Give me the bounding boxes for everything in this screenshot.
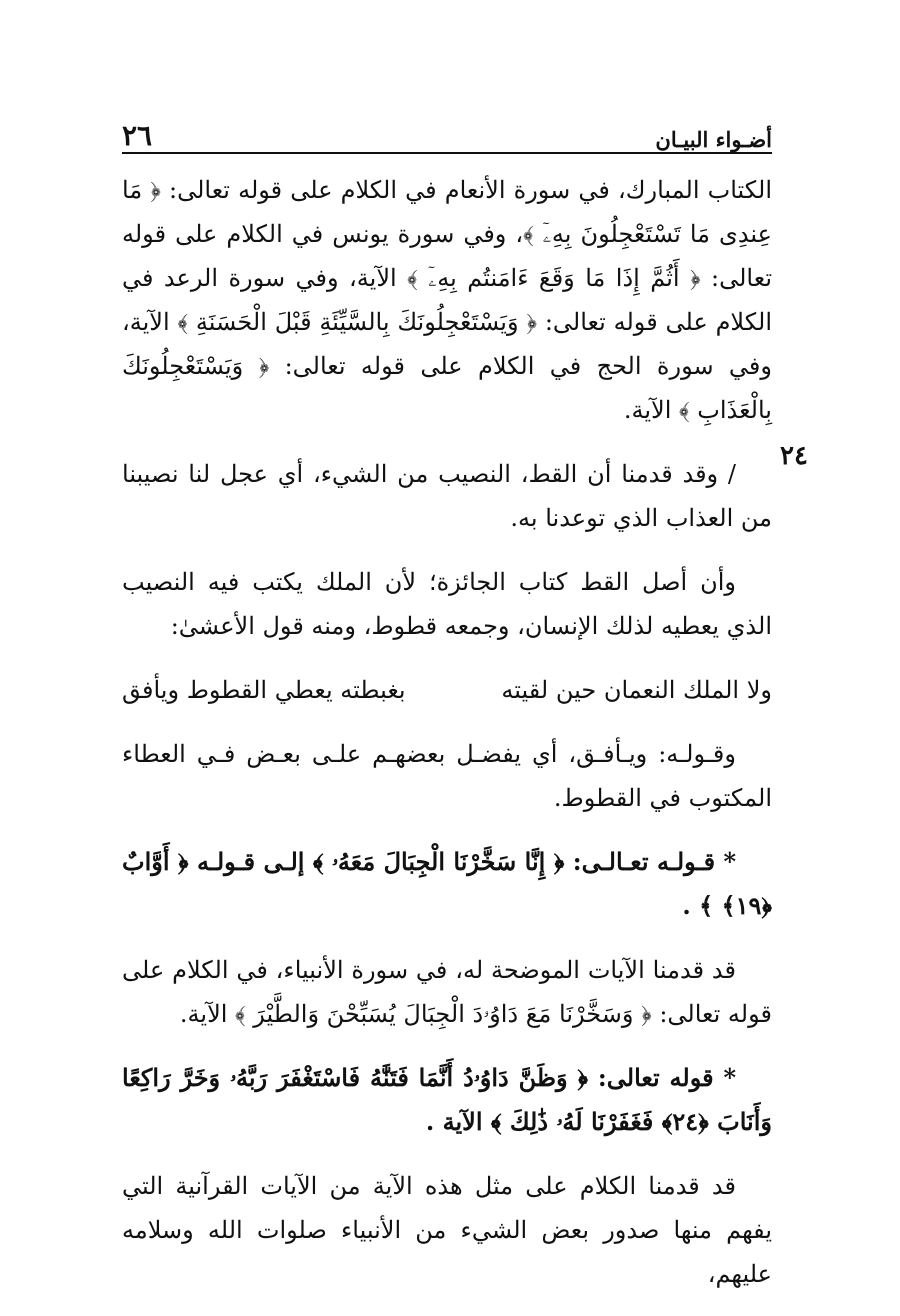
poetry-verse	[122, 668, 772, 712]
paragraph-1: الكتاب المبارك، في سورة الأنعام في الكلام على قوله تعالى: ﴿ مَا عِندِى مَا تَسْتَعْجِلُونَ بِهِۦٓ ﴾، وفي سورة يونس في الكلام على قوله تعالى: ﴿ أَثُمَّ إِذَا مَا وَقَعَ ءَامَنتُم بِهِۦٓ ﴾ الآية، وفي سورة الرعد في الكلام على قوله تعالى: ﴿ وَيَسْتَعْجِلُونَكَ بِالسَّيِّئَةِ قَبْلَ الْحَسَنَةِ ﴾ الآية، وفي سورة الحج في الكلام على قوله تعالى: ﴿ وَيَسْتَعْجِلُونَكَ بِالْعَذَابِ ﴾ الآية.	[122, 176, 772, 424]
running-title: أضـواء البيـان	[655, 127, 772, 152]
verse-first-hemistich: ولا الملك النعمان حين لقيته	[501, 676, 772, 704]
paragraph-2: / وقد قدمنا أن القط، النصيب من الشيء، أي عجل لنا نصيبنا من العذاب الذي توعدنا به.	[122, 460, 772, 532]
body-text	[122, 168, 772, 1316]
heading-verse-24: * قوله تعالى: ﴿ وَظَنَّ دَاوُۥدُ أَنَّمَا فَتَنَّٰهُ فَاسْتَغْفَرَ رَبَّهُۥ وَخَرَّ رَاكِعًا وَأَنَابَ ﴿٢٤﴾ فَغَفَرْنَا لَهُۥ ذَٰلِكَ ﴾ الآية .	[122, 1063, 772, 1136]
page-number: ٢٦	[122, 119, 153, 152]
page-header	[122, 112, 772, 150]
paragraph-3: وأن أصل القط كتاب الجائزة؛ لأن الملك يكتب فيه النصيب الذي يعطيه لذلك الإنسان، وجمعه قطوط، ومنه قول الأعشىٰ:	[122, 568, 772, 640]
header-rule	[122, 152, 772, 154]
verse-second-hemistich: بغبطته يعطي القطوط ويأفق	[122, 676, 406, 704]
heading-verse-19: * قـولـه تعـالـى: ﴿ إِنَّا سَخَّرْنَا الْجِبَالَ مَعَهُۥ ﴾ إلـى قـولـه ﴿ أَوَّابٌ ﴿١٩﴾ ﴾ .	[122, 847, 772, 920]
margin-page-reference: ٢٤	[780, 441, 808, 471]
paragraph-6: قد قدمنا الآيات الموضحة له، في سورة الأنبياء، في الكلام على قوله تعالى: ﴿ وَسَخَّرْنَا مَعَ دَاوُۥدَ الْجِبَالَ يُسَبِّحْنَ وَالطَّيْرَ ﴾ الآية.	[122, 956, 772, 1028]
paragraph-4: وقـولـه: ويـأفـق، أي يفضـل بعضهـم علـى بعـض فـي العطاء المكتوب في القطوط.	[122, 740, 772, 812]
paragraph-8: قد قدمنا الكلام على مثل هذه الآية من الآيات القرآنية التي يفهم منها صدور بعض الشيء من الأنبياء صلوات الله وسلامه عليهم،	[122, 1172, 772, 1288]
